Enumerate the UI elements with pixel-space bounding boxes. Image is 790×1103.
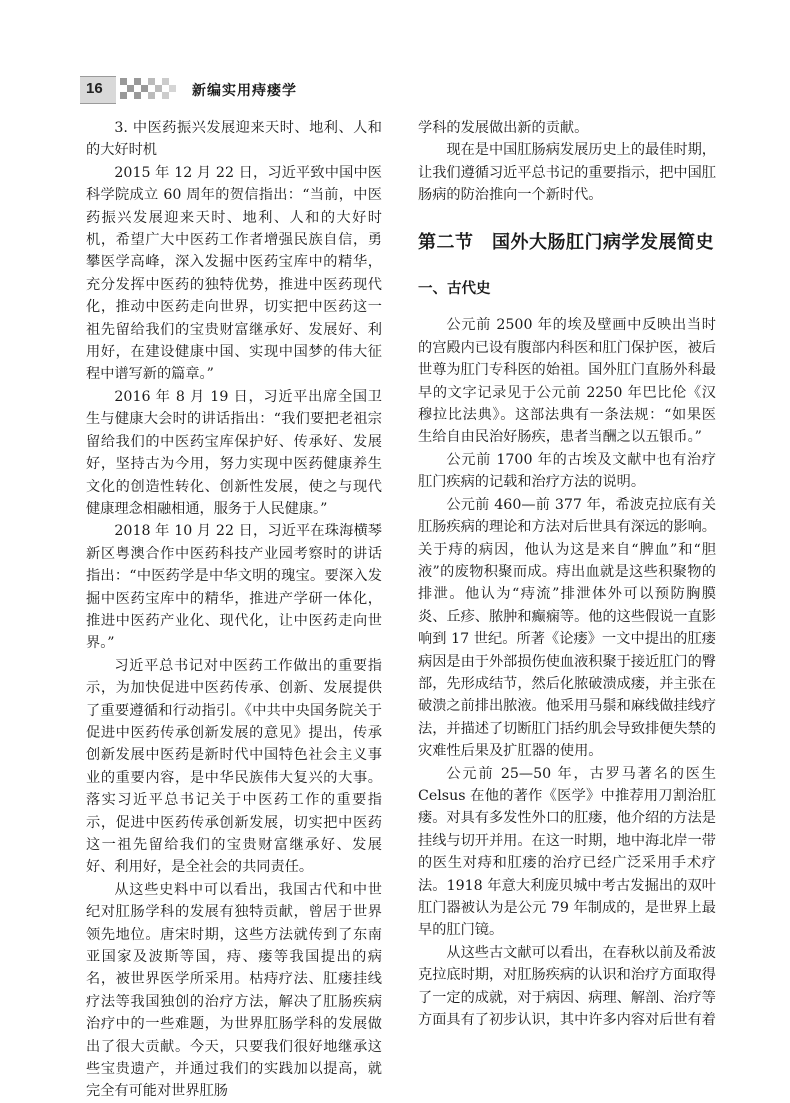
ornament-square (162, 78, 169, 85)
ornament-square (148, 78, 155, 85)
checker-ornament (120, 78, 184, 102)
section-title: 第二节 国外大肠肛门病学发展简史 (418, 231, 714, 253)
paragraph: 从这些古文献可以看出，在春秋以前及希波克拉底时期，对肛肠疾病的认识和治疗方面取得了一定的成就，对于病因、病理、解剖、治疗等方面具有了初步认识，其中许多内容对后世有着 (418, 944, 716, 1029)
paragraph: 公元前 25—50 年，古罗马著名的医生 Celsus 在他的著作《医学》中推荐用刀割治肛瘘。对具有多发性外口的肛瘘，他介绍的方法是挂线与切开并用。在这一时期，地中海北岸一带的医生对痔和肛瘘的治疗已经广泛采用手术疗法。1918 年意大利庞贝城中考古发掘出的双叶肛门器被认为是公元 79 年制成的，是世界上最早的肛门镜。 (418, 765, 716, 939)
ornament-square (134, 92, 141, 99)
ornament-square (162, 92, 169, 99)
paragraph: 从这些史料中可以看出，我国古代和中世纪对肛肠学科的发展有独特贡献，曾居于世界领先地位。唐宋时期，这些方法就传到了东南亚国家及波斯等国，痔、瘘等我国提出的病名，被世界医学所采用。枯痔疗法、肛瘘挂线疗法等我国独创的治疗方法，解决了肛肠疾病治疗中的一些难题，为世界肛肠学科的发展做出了很大贡献。今天，只要我们很好地继承这些宝贵遗产，并通过我们的实践加以提高，就完全有可能对世界肛肠 (86, 881, 382, 1100)
right-column (418, 117, 716, 1031)
ornament-square (127, 85, 134, 92)
book-title: 新编实用痔瘘学 (192, 83, 297, 99)
paragraph-continuation: 学科的发展做出新的贡献。 (418, 120, 589, 136)
ornament-square (120, 78, 127, 85)
subsection-title: 一、古代史 (418, 281, 491, 298)
ornament-square (169, 85, 176, 92)
paragraph: 习近平总书记对中医药工作做出的重要指示，为加快促进中医药传承、创新、发展提供了重要遵循和行动指引。《中共中央国务院关于促进中医药传承创新发展的意见》提出，传承创新发展中医药是新时代中国特色社会主义事业的重要内容，是中华民族伟大复兴的大事。落实习近平总书记关于中医药工作的重要指示，促进中医药传承创新发展，切实把中医药这一祖先留给我们的宝贵财富继承好、发展好、利用好，是全社会的共同责任。 (86, 657, 382, 876)
ornament-square (148, 92, 155, 99)
running-header (80, 76, 720, 104)
ornament-square (120, 92, 127, 99)
paragraph: 3. 中医药振兴发展迎来天时、地利、人和的大好时机 (86, 120, 382, 159)
paragraph: 2015 年 12 月 22 日，习近平致中国中医科学院成立 60 周年的贺信指出：“当前，中医药振兴发展迎来天时、地利、人和的大好时机，希望广大中医药工作者增强民族自信，勇攀医学高峰，深入发掘中医药宝库中的精华，充分发挥中医药的独特优势，推进中医药现代化，推动中医药走向世界，切实把中医药这一祖先留给我们的宝贵财富继承好、发展好、利用好，在建设健康中国、实现中国梦的伟大征程中谱写新的篇章。” (86, 164, 382, 383)
paragraph: 公元前 2500 年的埃及壁画中反映出当时的宫殿内已设有腹部内科医和肛门保护医，被后世尊为肛门专科医的始祖。国外肛门直肠外科最早的文字记录见于公元前 2250 年巴比伦《汉穆拉比法典》。这部法典有一条法规：“如果医生给自由民治好肠疾，患者当酬之以五银币。” (418, 317, 716, 446)
paragraph: 现在是中国肛肠病发展历史上的最佳时期，让我们遵循习近平总书记的重要指示，把中国肛肠病的防治推向一个新时代。 (418, 142, 716, 204)
paragraph: 2018 年 10 月 22 日，习近平在珠海横琴新区粤澳合作中医药科技产业园考察时的讲话指出：“中医药学是中华文明的瑰宝。要深入发掘中医药宝库中的精华，推进产学研一体化，推进中医药产业化、现代化，让中医药走向世界。” (86, 523, 382, 652)
paragraph: 2016 年 8 月 19 日，习近平出席全国卫生与健康大会时的讲话指出：“我们要把老祖宗留给我们的中医药宝库保护好、传承好、发展好，坚持古为今用，努力实现中医药健康养生文化的创造性转化、创新性发展，使之与现代健康理念相融相通，服务于人民健康。” (86, 388, 382, 517)
page-number-box (80, 76, 116, 104)
paragraph: 公元前 460—前 377 年，希波克拉底有关肛肠疾病的理论和方法对后世具有深远的影响。关于痔的病因，他认为这是来自“脾血”和“胆液”的废物积聚而成。痔出血就是这些积聚物的排泄。他认为“痔流”排泄体外可以预防胸膜炎、丘疹、脓肿和癫痫等。他的这些假说一直影响到 17 世纪。所著《论瘘》一文中提出的肛瘘病因是由于外部损伤使血液积聚于接近肛门的臀部，先形成结节，然后化脓破溃成瘘，并主张在破溃之前排出脓液。他采用马鬃和麻线做挂线疗法，并描述了切断肛门括约肌会导致排便失禁的灾难性后果及扩肛器的使用。 (418, 496, 716, 760)
page-number: 16 (86, 80, 103, 97)
paragraph: 公元前 1700 年的古埃及文献中也有治疗肛门疾病的记载和治疗方法的说明。 (418, 451, 716, 491)
ornament-square (155, 85, 162, 92)
left-column (86, 117, 382, 1103)
ornament-square (134, 78, 141, 85)
ornament-square (141, 85, 148, 92)
